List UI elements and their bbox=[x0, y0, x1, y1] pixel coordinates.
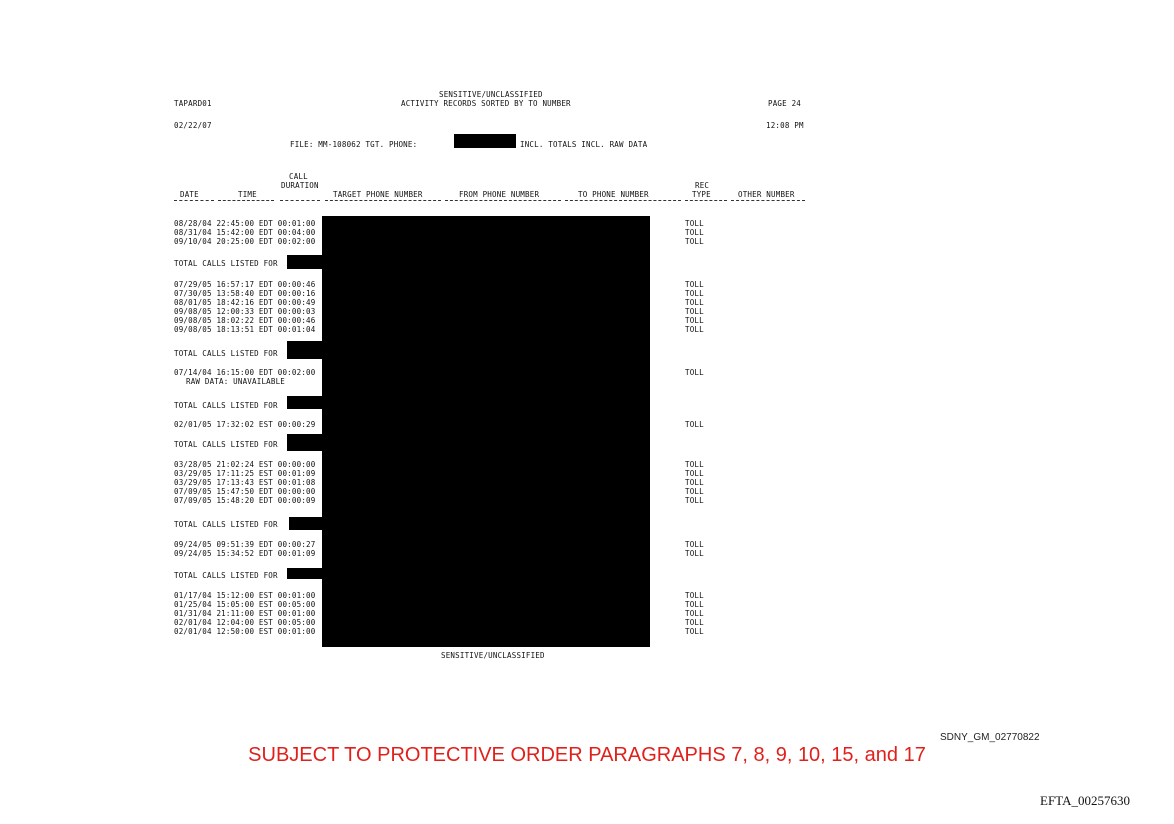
table-row: 03/29/05 17:13:43 EST 00:01:08 bbox=[174, 478, 316, 487]
col-type: TYPE bbox=[692, 190, 711, 199]
table-row: 09/24/05 09:51:39 EDT 00:00:27 bbox=[174, 540, 316, 549]
table-row: 09/08/05 18:13:51 EDT 00:01:04 bbox=[174, 325, 316, 334]
table-row: 03/28/05 21:02:24 EST 00:00:00 bbox=[174, 460, 316, 469]
table-row: 09/10/04 20:25:00 EDT 00:02:00 bbox=[174, 237, 316, 246]
col-time: TIME bbox=[238, 190, 257, 199]
table-row: 01/31/04 21:11:00 EST 00:01:00 bbox=[174, 609, 316, 618]
rec-type: TOLL bbox=[685, 496, 704, 505]
col-target-phone: TARGET PHONE NUMBER bbox=[333, 190, 423, 199]
rec-type: TOLL bbox=[685, 420, 704, 429]
rec-type: TOLL bbox=[685, 316, 704, 325]
total-calls: TOTAL CALLS LISTED FOR bbox=[174, 571, 278, 580]
redaction-total bbox=[287, 255, 323, 269]
table-row: 07/30/05 13:58:40 EDT 00:00:16 bbox=[174, 289, 316, 298]
table-row: 07/09/05 15:48:20 EDT 00:00:09 bbox=[174, 496, 316, 505]
rec-type: TOLL bbox=[685, 487, 704, 496]
separator bbox=[565, 200, 681, 202]
separator bbox=[280, 200, 320, 202]
rec-type: TOLL bbox=[685, 478, 704, 487]
total-calls: TOTAL CALLS LISTED FOR bbox=[174, 401, 278, 410]
table-row: 08/28/04 22:45:00 EDT 00:01:00 bbox=[174, 219, 316, 228]
program-id: TAPARD01 bbox=[174, 99, 212, 108]
table-row: 07/09/05 15:47:50 EDT 00:00:00 bbox=[174, 487, 316, 496]
rec-type: TOLL bbox=[685, 325, 704, 334]
redaction-total bbox=[287, 396, 323, 409]
table-row: 01/25/04 15:05:00 EST 00:05:00 bbox=[174, 600, 316, 609]
rec-type: TOLL bbox=[685, 618, 704, 627]
separator bbox=[218, 200, 274, 202]
page-number: PAGE 24 bbox=[768, 99, 802, 108]
protective-order-notice: SUBJECT TO PROTECTIVE ORDER PARAGRAPHS 7, 8, 9, 10, 15, and 17 bbox=[248, 744, 926, 766]
table-row: 09/08/05 12:00:33 EDT 00:00:03 bbox=[174, 307, 316, 316]
rec-type: TOLL bbox=[685, 591, 704, 600]
rec-type: TOLL bbox=[685, 549, 704, 558]
table-row: 07/29/05 16:57:17 EDT 00:00:46 bbox=[174, 280, 316, 289]
separator bbox=[174, 200, 214, 202]
report-title: ACTIVITY RECORDS SORTED BY TO NUMBER bbox=[401, 99, 571, 108]
redaction-total bbox=[287, 341, 323, 359]
total-calls: TOTAL CALLS LISTED FOR bbox=[174, 440, 278, 449]
rec-type: TOLL bbox=[685, 298, 704, 307]
file-options: INCL. TOTALS INCL. RAW DATA bbox=[520, 140, 648, 149]
bates-number: SDNY_GM_02770822 bbox=[940, 732, 1040, 743]
raw-data-note: RAW DATA: UNAVAILABLE bbox=[186, 377, 286, 386]
redaction-total bbox=[289, 517, 323, 530]
redaction-total bbox=[287, 568, 323, 579]
rec-type: TOLL bbox=[685, 609, 704, 618]
col-date: DATE bbox=[180, 190, 199, 199]
table-row: 07/14/04 16:15:00 EDT 00:02:00 bbox=[174, 368, 316, 377]
separator bbox=[685, 200, 727, 202]
rec-type: TOLL bbox=[685, 219, 704, 228]
report-date: 02/22/07 bbox=[174, 121, 212, 130]
rec-type: TOLL bbox=[685, 228, 704, 237]
separator bbox=[325, 200, 441, 202]
report-time: 12:08 PM bbox=[766, 121, 804, 130]
rec-type: TOLL bbox=[685, 280, 704, 289]
rec-type: TOLL bbox=[685, 460, 704, 469]
separator bbox=[445, 200, 561, 202]
col-call: CALL bbox=[289, 172, 308, 181]
rec-type: TOLL bbox=[685, 600, 704, 609]
table-row: 01/17/04 15:12:00 EST 00:01:00 bbox=[174, 591, 316, 600]
col-other-number: OTHER NUMBER bbox=[738, 190, 795, 199]
classification-top: SENSITIVE/UNCLASSIFIED bbox=[439, 90, 543, 99]
table-row: 08/31/04 15:42:00 EDT 00:04:00 bbox=[174, 228, 316, 237]
rec-type: TOLL bbox=[685, 469, 704, 478]
col-duration: DURATION bbox=[281, 181, 319, 190]
col-rec: REC bbox=[695, 181, 710, 190]
rec-type: TOLL bbox=[685, 307, 704, 316]
rec-type: TOLL bbox=[685, 237, 704, 246]
col-to-phone: TO PHONE NUMBER bbox=[578, 190, 649, 199]
separator bbox=[731, 200, 805, 202]
redaction-phone-numbers bbox=[322, 216, 650, 647]
rec-type: TOLL bbox=[685, 289, 704, 298]
rec-type: TOLL bbox=[685, 368, 704, 377]
total-calls: TOTAL CALLS LiSTED FOR bbox=[174, 349, 278, 358]
efta-number: EFTA_00257630 bbox=[1040, 793, 1130, 808]
table-row: 09/24/05 15:34:52 EDT 00:01:09 bbox=[174, 549, 316, 558]
table-row: 08/01/05 18:42:16 EDT 00:00:49 bbox=[174, 298, 316, 307]
redaction-total bbox=[287, 434, 323, 451]
table-row: 03/29/05 17:11:25 EST 00:01:09 bbox=[174, 469, 316, 478]
rec-type: TOLL bbox=[685, 627, 704, 636]
rec-type: TOLL bbox=[685, 540, 704, 549]
redaction-target-phone bbox=[454, 134, 516, 148]
table-row: 09/08/05 18:02:22 EDT 00:00:46 bbox=[174, 316, 316, 325]
table-row: 02/01/05 17:32:02 EST 00:00:29 bbox=[174, 420, 316, 429]
classification-bottom: SENSITIVE/UNCLASSIFIED bbox=[441, 651, 545, 660]
file-label: FILE: MM-108062 TGT. PHONE: bbox=[290, 140, 418, 149]
total-calls: TOTAL CALLS LISTED FOR bbox=[174, 520, 278, 529]
col-from-phone: FROM PHONE NUMBER bbox=[459, 190, 540, 199]
total-calls: TOTAL CALLS LISTED FOR bbox=[174, 259, 278, 268]
table-row: 02/01/04 12:04:00 EST 00:05:00 bbox=[174, 618, 316, 627]
table-row: 02/01/04 12:50:00 EST 00:01:00 bbox=[174, 627, 316, 636]
